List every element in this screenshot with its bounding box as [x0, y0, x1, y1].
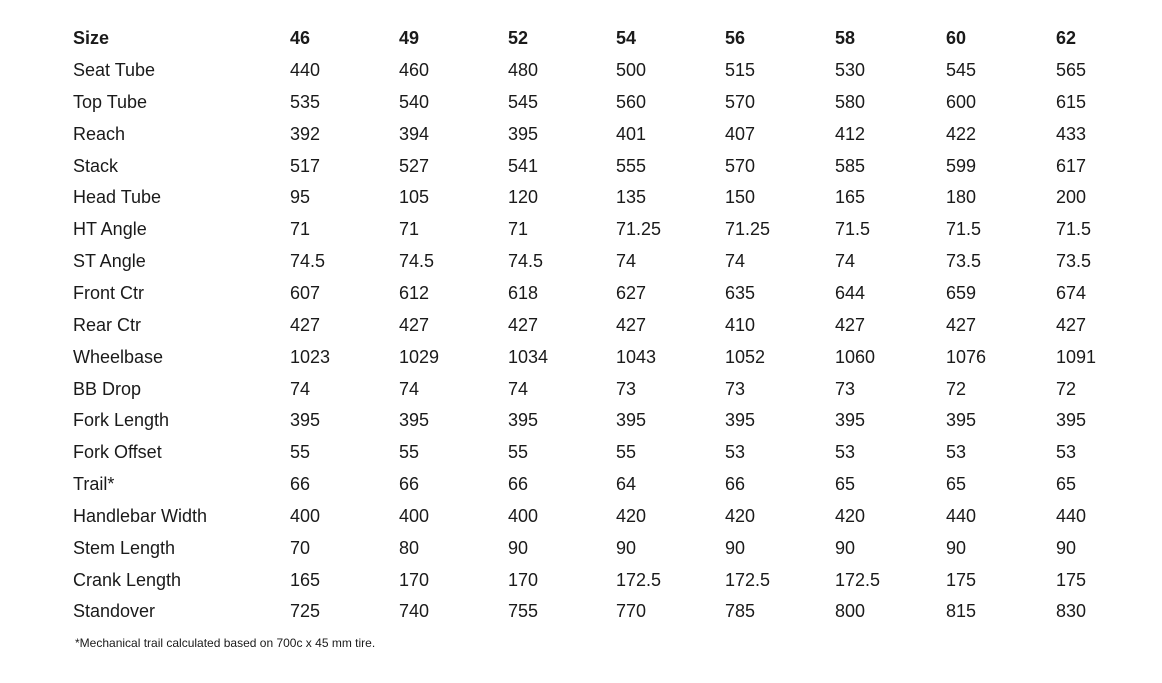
- table-cell: 55: [616, 442, 637, 463]
- table-cell: 73.5: [1056, 251, 1092, 272]
- table-row: [0, 404, 1162, 436]
- table-cell: 72: [946, 378, 967, 399]
- table-cell: 65: [946, 474, 967, 495]
- row-label: Seat Tube: [73, 60, 156, 80]
- table-cell: 395: [725, 410, 756, 431]
- table-cell: 71: [399, 219, 420, 240]
- table-cell: 74.5: [399, 251, 435, 272]
- table-cell: 72: [1056, 378, 1077, 399]
- table-row: [0, 341, 1162, 373]
- table-cell: 90: [1056, 537, 1077, 558]
- row-label: Crank Length: [73, 569, 182, 590]
- table-cell: 580: [835, 91, 866, 112]
- table-cell: 600: [946, 91, 977, 112]
- table-row: [0, 564, 1162, 596]
- table-cell: 172.5: [725, 569, 771, 590]
- footnote: *Mechanical trail calculated based on 700c x 45 mm tire.: [75, 636, 376, 650]
- table-cell: 427: [835, 314, 866, 335]
- table-cell: 53: [1056, 442, 1077, 463]
- table-cell: 180: [946, 187, 977, 208]
- table-cell: 740: [399, 601, 430, 622]
- table-row: [0, 181, 1162, 213]
- table-row: [0, 54, 1162, 86]
- table-cell: 560: [616, 91, 647, 112]
- table-cell: 71: [508, 219, 529, 240]
- table-cell: 74: [725, 251, 746, 272]
- table-header-row: [0, 22, 1162, 54]
- row-label: Stem Length: [73, 537, 176, 558]
- row-label: Reach: [73, 123, 126, 144]
- row-label: Fork Offset: [73, 442, 162, 463]
- table-cell: 53: [835, 442, 856, 463]
- table-cell: 407: [725, 123, 756, 144]
- table-cell: 540: [399, 91, 430, 112]
- table-cell: 440: [290, 60, 321, 80]
- table-cell: 607: [290, 282, 321, 303]
- table-cell: 73: [616, 378, 637, 399]
- table-cell: 172.5: [835, 569, 881, 590]
- table-cell: 400: [290, 505, 321, 526]
- row-label: ST Angle: [73, 251, 146, 272]
- table-cell: 175: [946, 569, 977, 590]
- table-cell: 66: [290, 474, 311, 495]
- table-row: [0, 150, 1162, 182]
- header-cell-size: 49: [399, 28, 420, 48]
- table-cell: 395: [508, 410, 539, 431]
- table-cell: 74.5: [508, 251, 544, 272]
- table-cell: 427: [508, 314, 539, 335]
- table-row: [0, 500, 1162, 532]
- table-row: [0, 373, 1162, 405]
- table-cell: 644: [835, 282, 866, 303]
- table-cell: 420: [835, 505, 866, 526]
- table-cell: 570: [725, 91, 756, 112]
- table-row: [0, 595, 1162, 627]
- table-cell: 725: [290, 601, 321, 622]
- row-label: Trail*: [73, 474, 115, 495]
- table-cell: 530: [835, 60, 866, 80]
- row-label: HT Angle: [73, 219, 147, 240]
- table-cell: 427: [946, 314, 977, 335]
- table-cell: 755: [508, 601, 539, 622]
- table-cell: 71.5: [946, 219, 982, 240]
- table-cell: 71.5: [1056, 219, 1092, 240]
- table-row: [0, 468, 1162, 500]
- table-cell: 480: [508, 60, 539, 80]
- table-cell: 66: [725, 474, 746, 495]
- table-cell: 395: [1056, 410, 1087, 431]
- table-cell: 80: [399, 537, 420, 558]
- table-row: [0, 532, 1162, 564]
- table-row: [0, 277, 1162, 309]
- table-cell: 401: [616, 123, 647, 144]
- table-cell: 70: [290, 537, 311, 558]
- table-cell: 612: [399, 282, 430, 303]
- table-cell: 1091: [1056, 346, 1097, 367]
- table-cell: 517: [290, 155, 321, 176]
- table-cell: 433: [1056, 123, 1087, 144]
- table-cell: 770: [616, 601, 647, 622]
- table-cell: 90: [946, 537, 967, 558]
- table-cell: 395: [835, 410, 866, 431]
- table-cell: 527: [399, 155, 430, 176]
- table-cell: 74: [835, 251, 856, 272]
- table-row: [0, 86, 1162, 118]
- table-cell: 395: [399, 410, 430, 431]
- row-label: Top Tube: [73, 91, 148, 112]
- table-cell: 412: [835, 123, 866, 144]
- table-cell: 105: [399, 187, 430, 208]
- table-cell: 95: [290, 187, 311, 208]
- table-cell: 674: [1056, 282, 1087, 303]
- table-cell: 55: [508, 442, 529, 463]
- table-cell: 71.5: [835, 219, 871, 240]
- row-label: Wheelbase: [73, 346, 164, 367]
- header-cell-size: 52: [508, 28, 529, 48]
- table-row: [0, 309, 1162, 341]
- table-cell: 395: [508, 123, 539, 144]
- table-cell: 135: [616, 187, 647, 208]
- table-cell: 64: [616, 474, 637, 495]
- table-cell: 74: [290, 378, 311, 399]
- table-cell: 200: [1056, 187, 1087, 208]
- table-cell: 1052: [725, 346, 766, 367]
- table-cell: 635: [725, 282, 756, 303]
- row-label: Standover: [73, 601, 156, 622]
- table-cell: 150: [725, 187, 756, 208]
- table-cell: 1023: [290, 346, 331, 367]
- row-label: Front Ctr: [73, 282, 145, 303]
- table-cell: 535: [290, 91, 321, 112]
- table-cell: 71.25: [616, 219, 662, 240]
- table-cell: 74: [399, 378, 420, 399]
- table-cell: 1029: [399, 346, 440, 367]
- table-cell: 170: [508, 569, 539, 590]
- header-cell-size: 54: [616, 28, 637, 48]
- table-cell: 420: [616, 505, 647, 526]
- table-cell: 500: [616, 60, 647, 80]
- table-cell: 73: [725, 378, 746, 399]
- table-cell: 1034: [508, 346, 549, 367]
- table-cell: 615: [1056, 91, 1087, 112]
- table-cell: 66: [399, 474, 420, 495]
- header-cell-label: Size: [73, 28, 110, 48]
- row-label: Stack: [73, 155, 119, 176]
- table-cell: 74: [616, 251, 637, 272]
- table-cell: 627: [616, 282, 647, 303]
- table-cell: 427: [1056, 314, 1087, 335]
- table-cell: 585: [835, 155, 866, 176]
- header-cell-size: 58: [835, 28, 856, 48]
- table-cell: 545: [946, 60, 977, 80]
- table-cell: 71: [290, 219, 311, 240]
- table-cell: 71.25: [725, 219, 771, 240]
- table-cell: 617: [1056, 155, 1087, 176]
- table-cell: 394: [399, 123, 430, 144]
- table-cell: 427: [290, 314, 321, 335]
- table-cell: 440: [1056, 505, 1087, 526]
- row-label: Fork Length: [73, 410, 170, 431]
- table-cell: 66: [508, 474, 529, 495]
- table-cell: 1043: [616, 346, 657, 367]
- header-cell-size: 62: [1056, 28, 1077, 48]
- table-cell: 427: [399, 314, 430, 335]
- table-cell: 545: [508, 91, 539, 112]
- table-cell: 90: [616, 537, 637, 558]
- table-cell: 165: [290, 569, 321, 590]
- table-row: [0, 436, 1162, 468]
- table-cell: 420: [725, 505, 756, 526]
- table-cell: 815: [946, 601, 977, 622]
- table-cell: 170: [399, 569, 430, 590]
- table-cell: 830: [1056, 601, 1087, 622]
- table-cell: 90: [835, 537, 856, 558]
- table-cell: 53: [946, 442, 967, 463]
- table-cell: 460: [399, 60, 430, 80]
- table-cell: 90: [725, 537, 746, 558]
- table-cell: 440: [946, 505, 977, 526]
- table-cell: 541: [508, 155, 539, 176]
- table-cell: 165: [835, 187, 866, 208]
- table-cell: 1076: [946, 346, 987, 367]
- table-cell: 395: [290, 410, 321, 431]
- table-cell: 427: [616, 314, 647, 335]
- table-row: [0, 118, 1162, 150]
- table-cell: 422: [946, 123, 977, 144]
- table-cell: 618: [508, 282, 539, 303]
- table-row: [0, 245, 1162, 277]
- table-cell: 175: [1056, 569, 1087, 590]
- table-cell: 555: [616, 155, 647, 176]
- table-cell: 65: [1056, 474, 1077, 495]
- table-cell: 410: [725, 314, 756, 335]
- table-cell: 395: [616, 410, 647, 431]
- table-cell: 55: [399, 442, 420, 463]
- table-row: [0, 213, 1162, 245]
- table-cell: 55: [290, 442, 311, 463]
- row-label: Handlebar Width: [73, 505, 208, 526]
- table-cell: 74.5: [290, 251, 326, 272]
- row-label: BB Drop: [73, 378, 142, 399]
- table-cell: 570: [725, 155, 756, 176]
- table-cell: 395: [946, 410, 977, 431]
- table-cell: 515: [725, 60, 756, 80]
- header-cell-size: 56: [725, 28, 746, 48]
- table-cell: 565: [1056, 60, 1087, 80]
- table-cell: 74: [508, 378, 529, 399]
- table-cell: 392: [290, 123, 321, 144]
- row-label: Head Tube: [73, 187, 162, 208]
- table-cell: 53: [725, 442, 746, 463]
- table-cell: 73.5: [946, 251, 982, 272]
- table-cell: 400: [508, 505, 539, 526]
- table-cell: 400: [399, 505, 430, 526]
- header-cell-size: 46: [290, 28, 311, 48]
- table-cell: 659: [946, 282, 977, 303]
- table-cell: 73: [835, 378, 856, 399]
- table-cell: 785: [725, 601, 756, 622]
- table-cell: 1060: [835, 346, 876, 367]
- table-cell: 172.5: [616, 569, 662, 590]
- table-cell: 120: [508, 187, 539, 208]
- table-cell: 65: [835, 474, 856, 495]
- table-cell: 90: [508, 537, 529, 558]
- header-cell-size: 60: [946, 28, 967, 48]
- table-cell: 599: [946, 155, 977, 176]
- row-label: Rear Ctr: [73, 314, 142, 335]
- table-cell: 800: [835, 601, 866, 622]
